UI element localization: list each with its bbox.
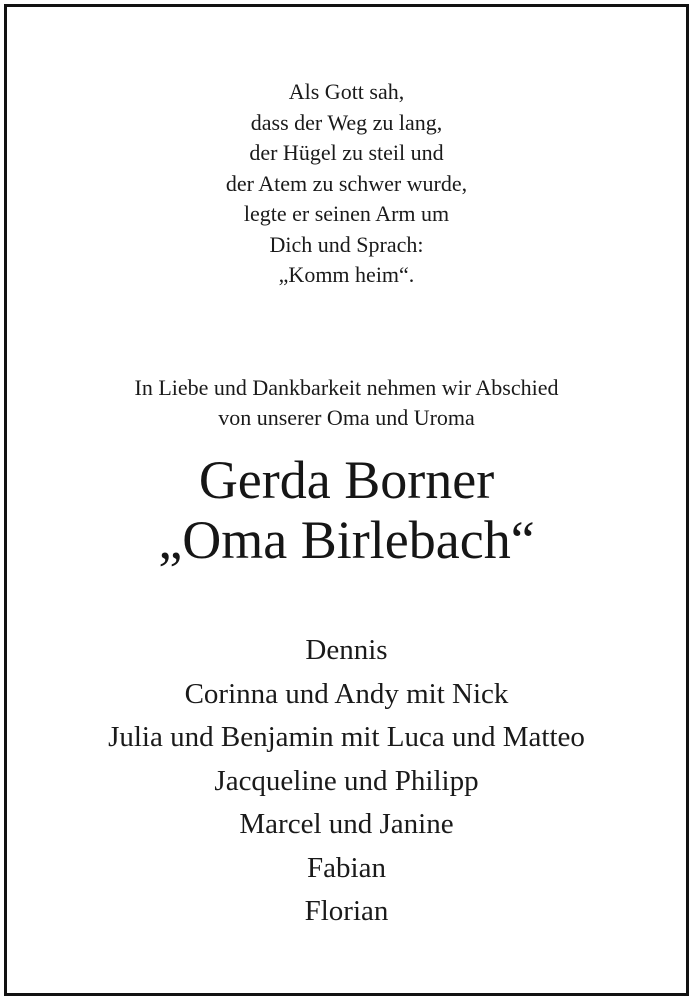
poem-line: der Atem zu schwer wurde, — [225, 170, 468, 196]
poem — [7, 77, 686, 291]
mourner-line: Julia und Benjamin mit Luca und Matteo — [108, 721, 585, 753]
mourners-list — [7, 629, 686, 934]
deceased-name: Gerda Borner — [198, 450, 495, 510]
mourner-line: Corinna und Andy mit Nick — [184, 677, 509, 710]
intro-line: von unserer Oma und Uroma — [218, 405, 475, 430]
poem-line: Dich und Sprach: — [269, 231, 424, 257]
mourner-line: Dennis — [305, 634, 388, 666]
poem-line: dass der Weg zu lang, — [250, 109, 443, 135]
obituary-card — [4, 4, 689, 996]
mourner-line: Jacqueline und Philipp — [214, 764, 479, 797]
poem-line: legte er seinen Arm um — [243, 201, 450, 226]
poem-line: der Hügel zu steil und — [249, 140, 444, 165]
deceased-nickname: „Oma Birlebach“ — [158, 510, 535, 570]
deceased-name-block — [7, 450, 686, 570]
intro-line: In Liebe und Dankbarkeit nehmen wir Abschied — [134, 375, 559, 400]
poem-line: „Komm heim“. — [278, 262, 415, 287]
poem-line: Als Gott sah, — [288, 79, 405, 104]
mourner-line: Marcel und Janine — [239, 808, 454, 840]
mourner-line: Fabian — [307, 851, 386, 884]
farewell-intro — [7, 373, 686, 433]
mourner-line: Florian — [304, 895, 389, 927]
